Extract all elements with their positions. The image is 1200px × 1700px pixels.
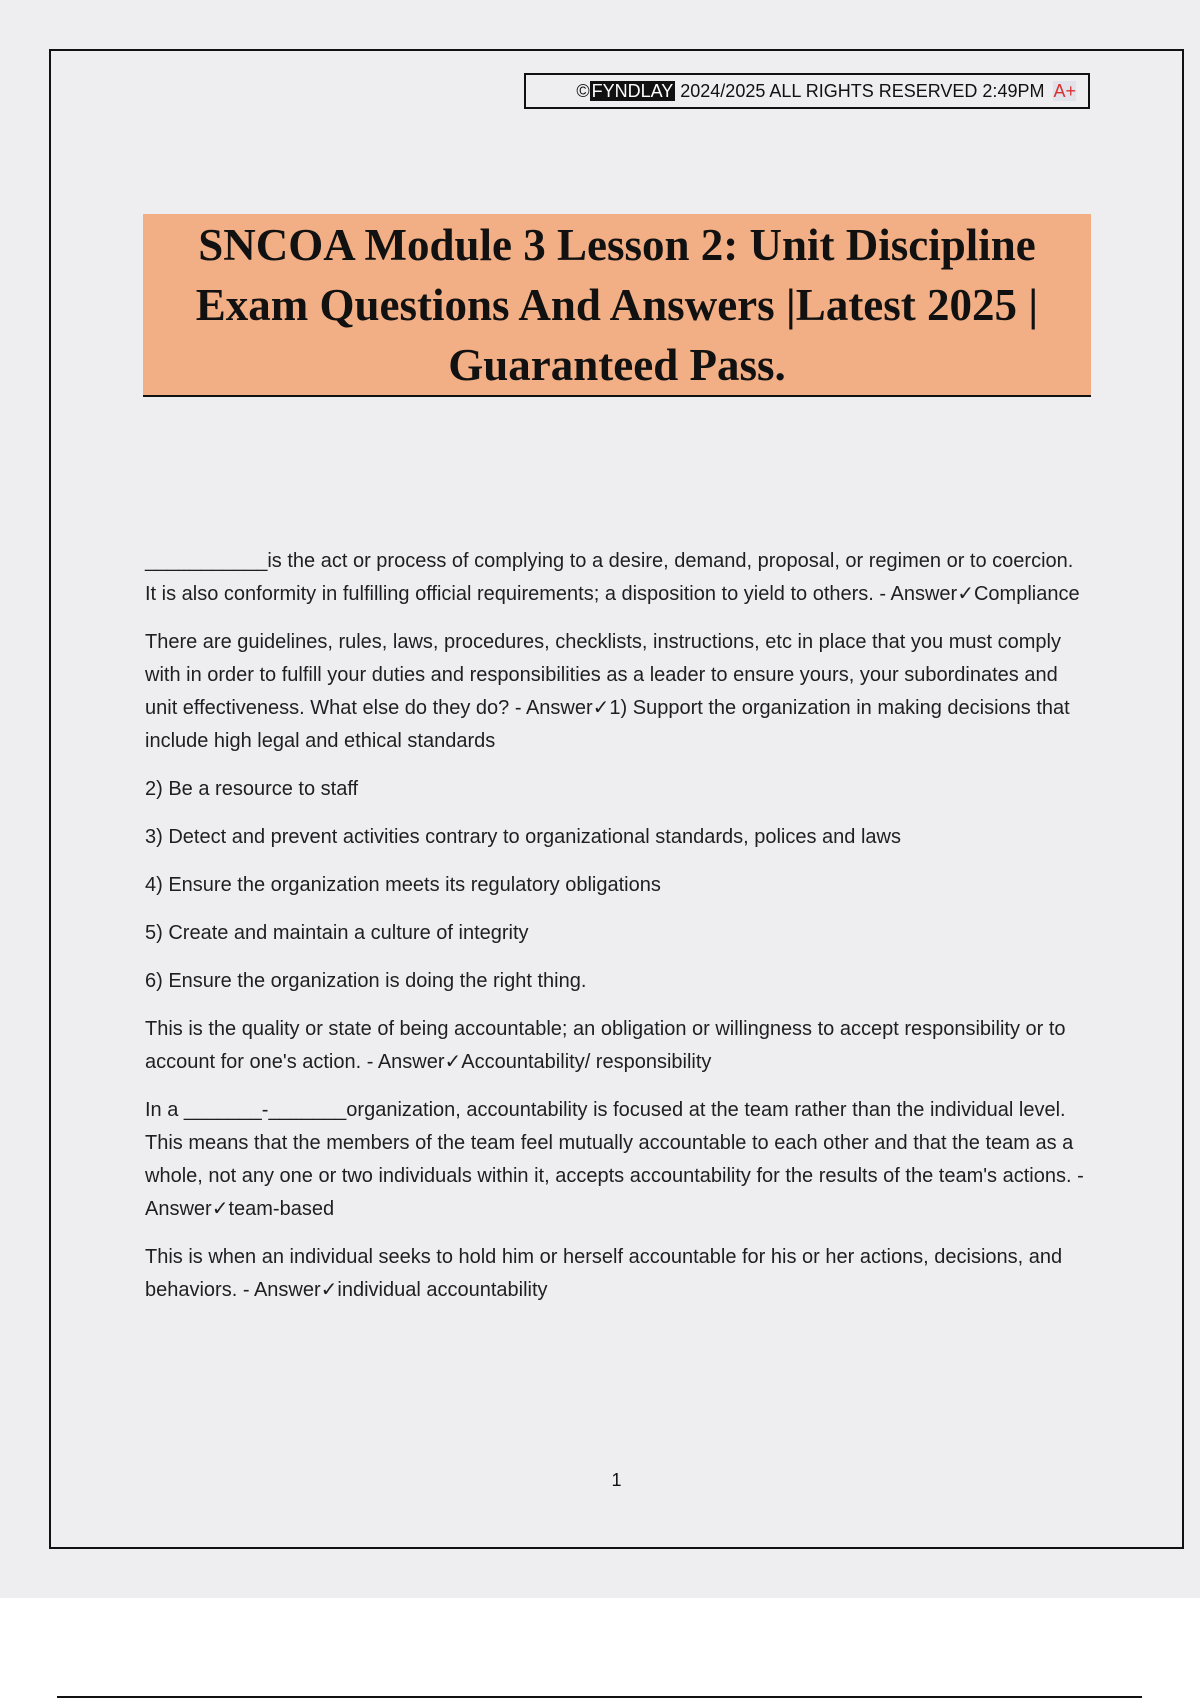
next-page-divider <box>57 1696 1142 1698</box>
paragraph-guidelines: There are guidelines, rules, laws, procedures, checklists, instructions, etc in place that you must comply with in order to fulfill your duties and responsibilities as a leader to ensure yours, your subordinates and unit effectiveness. What else do they do? - Answer✓1) Support the organization in making decisions that include high legal and ethical standards <box>145 631 1070 752</box>
paragraph-team-based: In a _______-_______organization, accountability is focused at the team rather than the individual level. This means that the members of the team feel mutually accountable to each other and that the team as a whole, not any one or two individuals within it, accepts accountability for the results of the team's actions. - Answer✓team-based <box>145 1099 1084 1220</box>
copyright-rights-text: 2024/2025 ALL RIGHTS RESERVED 2:49PM <box>675 81 1050 101</box>
paragraph-compliance: ___________is the act or process of complying to a desire, demand, proposal, or regimen or to coercion. It is also conformity in fulfilling official requirements; a disposition to yield to others. - Answer✓Compliance <box>145 550 1080 605</box>
paragraph-accountability: This is the quality or state of being accountable; an obligation or willingness to accept responsibility or to account for one's action. - Answer✓Accountability/ responsibility <box>145 1018 1066 1073</box>
list-item: 2) Be a resource to staff <box>145 778 359 800</box>
title-banner <box>143 214 1091 397</box>
document-body <box>145 545 1085 1322</box>
document-title: SNCOA Module 3 Lesson 2: Unit Discipline Exam Questions And Answers |Latest 2025 | Guaranteed Pass. <box>195 219 1039 390</box>
paragraph-individual-accountability: This is when an individual seeks to hold him or herself accountable for his or her actions, decisions, and behaviors. - Answer✓individual accountability <box>145 1246 1063 1301</box>
copyright-symbol: © <box>576 81 590 101</box>
list-item: 6) Ensure the organization is doing the right thing. <box>145 970 587 992</box>
list-item: 3) Detect and prevent activities contrary to organizational standards, polices and laws <box>145 826 901 848</box>
grade-badge: A+ <box>1053 81 1076 101</box>
list-item: 4) Ensure the organization meets its regulatory obligations <box>145 874 661 896</box>
copyright-owner: FYNDLAY <box>591 81 674 101</box>
copyright-banner <box>524 73 1090 109</box>
page-number: 1 <box>611 1470 622 1490</box>
list-item: 5) Create and maintain a culture of integrity <box>145 922 529 944</box>
